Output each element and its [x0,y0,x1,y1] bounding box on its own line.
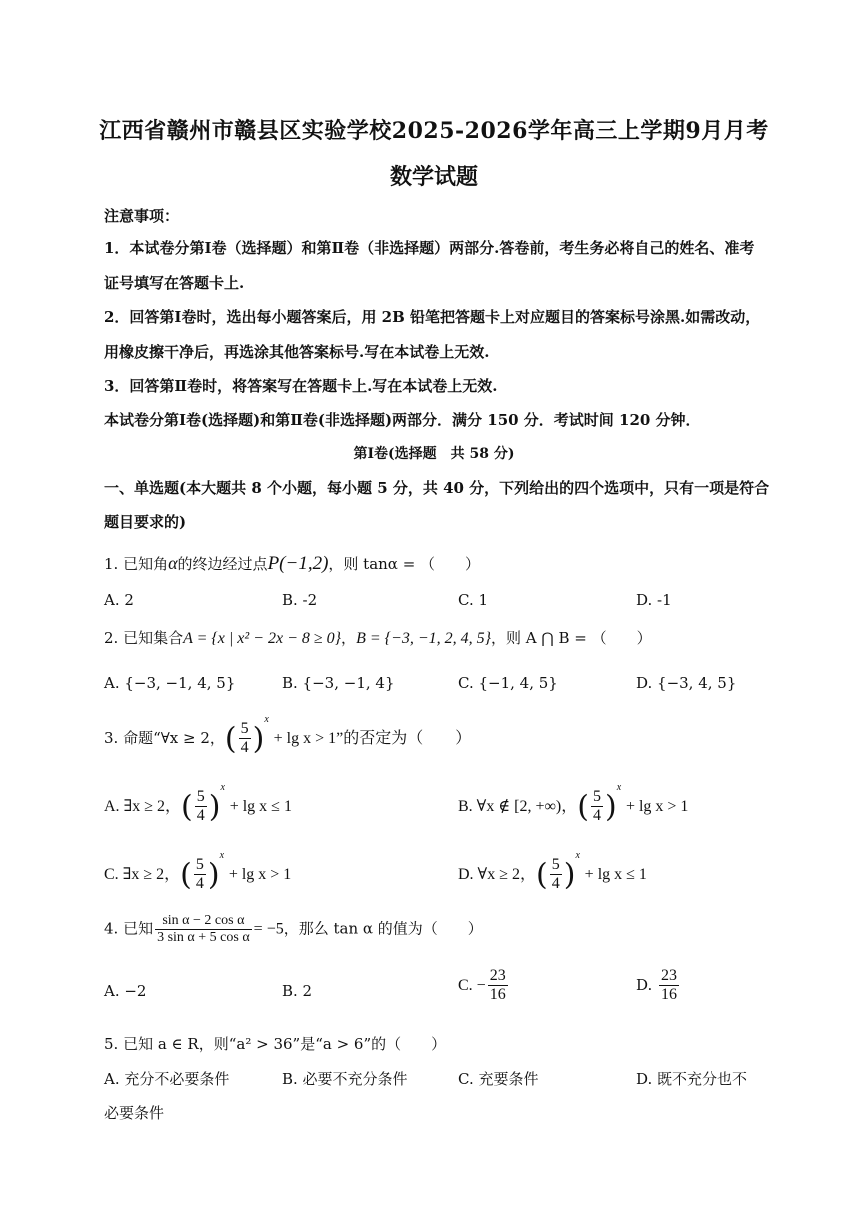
section1-line-a: 一、单选题(本大题共 8 个小题，每小题 5 分，共 40 分，下列给出的四个选项中，只有一项是符合 [104,479,770,497]
notice-item-1a: 1．本试卷分第Ⅰ卷（选择题）和第Ⅱ卷（非选择题）两部分.答卷前，考生务必将自己的姓名、准考 [104,239,755,257]
q3-stem: 3. 命题“∀x ≥ 2，( $\frac{5}{4}$ )$^x$ + lg x > 1”的否定为（ ） [104,714,472,757]
notice-item-2b: 用橡皮擦干净后，再选涂其他答案标号.写在本试卷上无效. [104,343,490,361]
q4-option-b: B. 2 [282,982,313,1000]
q2-option-b: B. {−3, −1, 4} [282,674,395,692]
section1-line-b: 题目要求的) [104,513,187,531]
q1-option-d: D. -1 [636,591,672,609]
q4-option-c: C. − $\frac{23}{16}$ [458,967,506,1004]
q5-option-c: C. 充要条件 [458,1070,539,1088]
q2-option-d: D. {−3, 4, 5} [636,674,737,692]
q5-option-d-wrap: 必要条件 [104,1104,165,1122]
notice-item-2a: 2．回答第Ⅰ卷时，选出每小题答案后，用 2B 铅笔把答题卡上对应题目的答案标号涂黑.如需改动， [104,308,761,326]
q5-option-a: A. 充分不必要条件 [104,1070,230,1088]
q3-option-c: C. ∃x ≥ 2，( $\frac{5}{4}$ )$^x$ + lg x > 1 [104,850,292,893]
q1-option-a: A. 2 [104,591,134,609]
q1-stem: 1. 已知角α的终边经过点P(−1,2)，则 tanα = （ ） [104,553,481,574]
q4-option-a: A. −2 [104,982,147,1000]
notice-heading: 注意事项： [104,207,180,225]
q5-stem: 5. 已知 a ∈ R，则“a² > 36”是“a > 6”的（ ） [104,1035,447,1053]
notice-item-1b: 证号填写在答题卡上. [104,274,245,292]
part1-title: 第Ⅰ卷(选择题 共 58 分) [353,446,515,462]
page-title: 江西省赣州市赣县区实验学校2025-2026学年高三上学期9月月考 [99,118,769,144]
q3-option-b: B. ∀x ∉ [2, +∞)，( $\frac{5}{4}$ )$^x$ + lg x > 1 [458,782,689,825]
q1-option-c: C. 1 [458,591,489,609]
q2-option-c: C. {−1, 4, 5} [458,674,558,692]
q2-stem: 2. 已知集合A = {x | x² − 2x − 8 ≥ 0}，B = {−3, −1, 2, 4, 5}，则 A ⋂ B = （ ） [104,629,652,647]
q1-option-b: B. -2 [282,591,318,609]
q5-option-b: B. 必要不充分条件 [282,1070,408,1088]
q2-option-a: A. {−3, −1, 4, 5} [104,674,236,692]
q3-option-a: A. ∃x ≥ 2，( $\frac{5}{4}$ )$^x$ + lg x ≤ 1 [104,782,292,825]
q5-option-d: D. 既不充分也不 [636,1070,748,1088]
q4-stem: 4. 已知 $\frac{\text{sin α − 2 cos α}}{\text{3 sin α + 5 cos α}}$ = −5，那么 tan α 的值为（ ） [104,913,483,946]
page-subtitle: 数学试题 [389,164,478,190]
q3-option-d: D. ∀x ≥ 2，( $\frac{5}{4}$ )$^x$ + lg x ≤ 1 [458,850,647,893]
notice-item-3: 3．回答第Ⅱ卷时，将答案写在答题卡上.写在本试卷上无效. [104,377,498,395]
notice-summary: 本试卷分第Ⅰ卷(选择题)和第Ⅱ卷(非选择题)两部分．满分 150 分．考试时间 120 分钟． [104,411,701,429]
q4-option-d: D. $\frac{23}{16}$ [636,967,678,1004]
